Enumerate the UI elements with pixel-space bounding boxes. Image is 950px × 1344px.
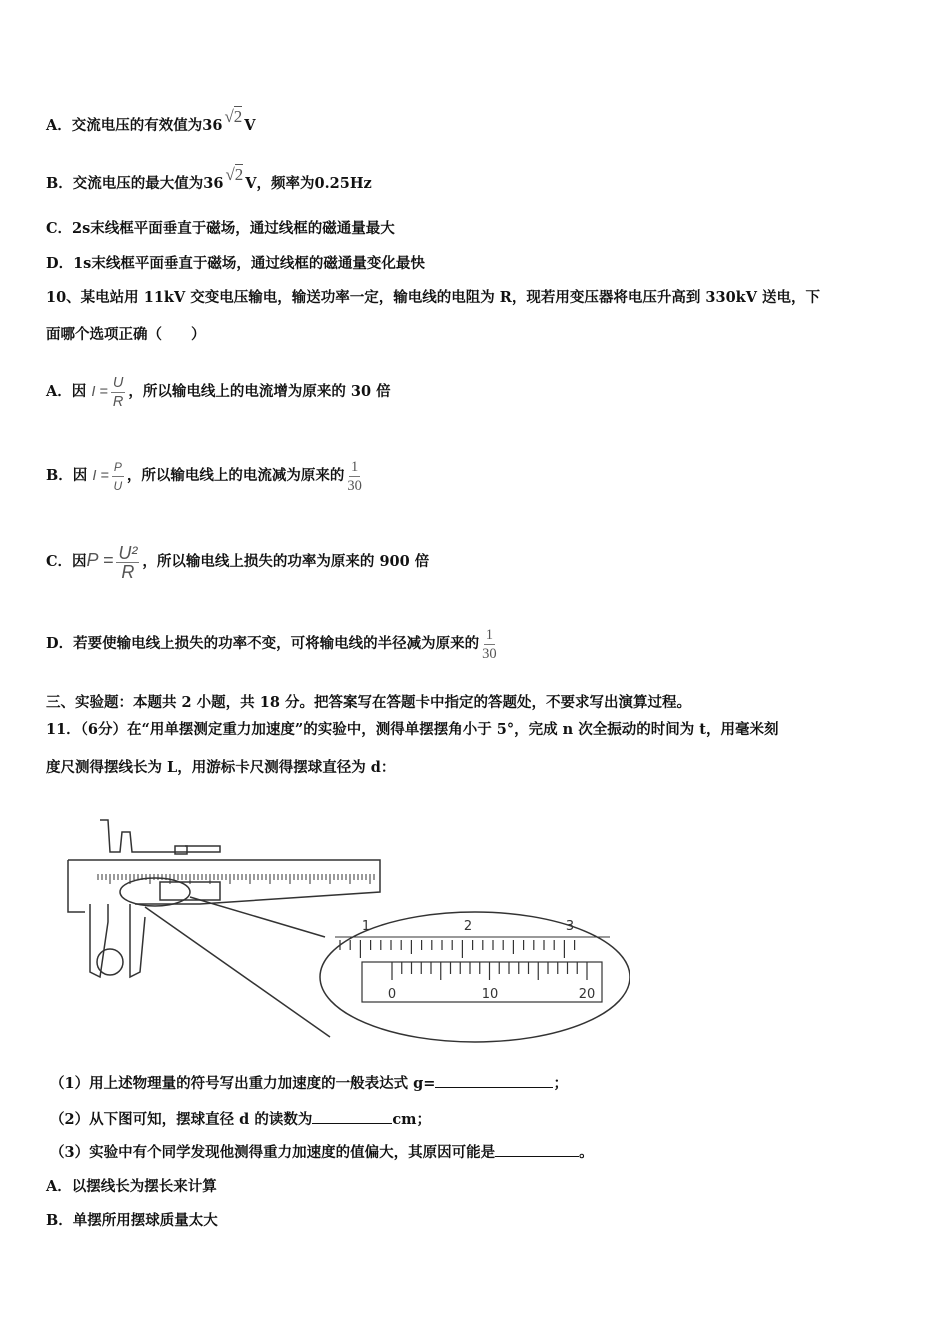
main-scale-label-3: 3 [565,919,575,934]
vernier-caliper-figure [50,812,630,1047]
q10-stem-line1: 10、某电站用 11kV 交变电压输电，输送功率一定，输电线的电阻为 R，现若用变压器将电压升高到 330kV 送电，下 [46,289,821,306]
q10-option-c: C．因P = $\frac{\text{U²}}{R}$ ，所以输电线上损失的功率为原来的 900 倍 [46,542,430,582]
answer-blank-d[interactable] [312,1109,392,1124]
main-scale-label-1: 1 [361,919,371,934]
q9-option-d: D．1s末线框平面垂直于磁场，通过线框的磁通量变化最快 [46,255,425,272]
vernier-label-0: 0 [387,987,397,1002]
q10-option-a: A．因 I = $\frac{U}{R}$ ，所以输电线上的电流增为原来的 30 倍 [46,374,391,410]
q9-option-c: C．2s末线框平面垂直于磁场，通过线框的磁通量最大 [46,220,395,237]
q10-option-d: D．若要使输电线上损失的功率不变，可将输电线的半径减为原来的 $\frac{1}{30}$ [46,626,497,662]
answer-blank-reason[interactable] [495,1142,579,1157]
caliper-drawing [68,820,630,1042]
q11-stem-line2: 度尺测得摆线长为 L，用游标卡尺测得摆球直径为 d： [46,759,396,776]
vernier-label-20: 20 [578,987,596,1002]
q11-sub3: （3）实验中有个同学发现他测得重力加速度的值偏大，其原因可能是 。 [50,1144,594,1161]
answer-blank-g[interactable] [435,1073,553,1088]
q11-sub2: （2）从下图可知，摆球直径 d 的读数为 cm； [50,1111,431,1128]
q9-option-a: A．交流电压的有效值为36 √2 V [46,107,256,134]
section-3-heading: 三、实验题：本题共 2 小题，共 18 分。把答案写在答题卡中指定的答题处，不要求写出演算过程。 [46,694,691,711]
q11-option-a: A．以摆线长为摆长来计算 [46,1178,217,1195]
q10-option-b: B．因 I = $\frac{P}{U}$ ，所以输电线上的电流减为原来的 $\frac{1}{30}$ [46,458,362,494]
q9-option-b: B．交流电压的最大值为36 √2 V，频率为0.25Hz [46,165,372,192]
q11-sub1: （1）用上述物理量的符号写出重力加速度的一般表达式 g= ； [50,1075,568,1092]
q11-stem-line1: 11．（6分）在“用单摆测定重力加速度”的实验中，测得单摆摆角小于 5°，完成 n 次全振动的时间为 t，用毫米刻 [46,721,779,738]
q10-stem-line2: 面哪个选项正确（ ） [46,326,206,343]
vernier-label-10: 10 [481,987,499,1002]
q11-option-b: B．单摆所用摆球质量太大 [46,1212,218,1229]
main-scale-label-2: 2 [463,919,473,934]
